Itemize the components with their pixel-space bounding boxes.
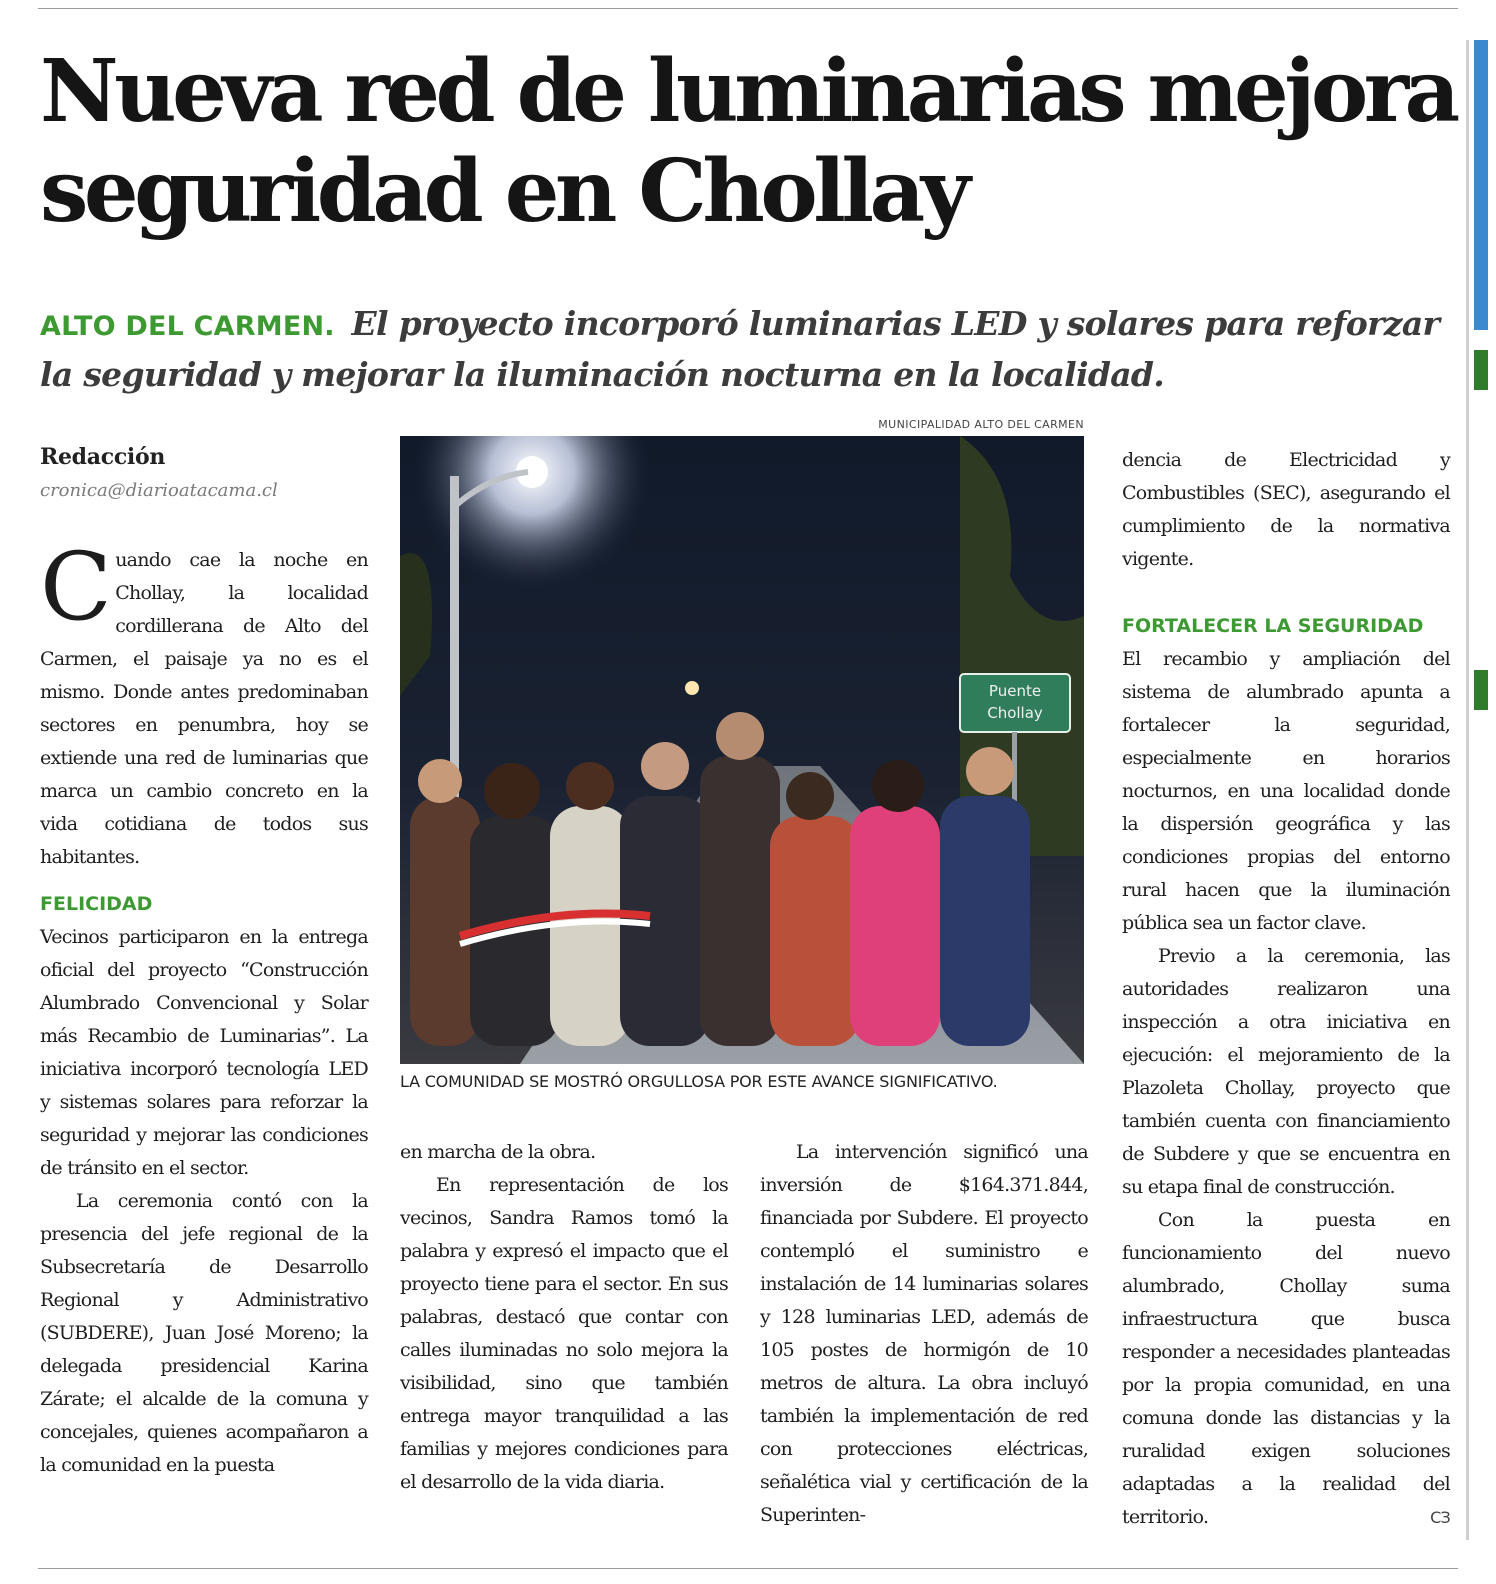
deck-text: El proyecto incorporó luminarias LED y solares para reforzar la seguridad y mejorar la iluminación nocturna en la localidad. — [40, 304, 1440, 394]
headline-line-1: Nueva red de luminarias mejora — [40, 41, 1456, 142]
end-mark: CЗ — [1430, 1508, 1450, 1527]
lead-paragraph — [40, 533, 368, 874]
distant-light — [685, 681, 699, 695]
paragraph-recambio: El recambio y ampliación del sistema de alumbrado apunta a fortalecer la seguridad, especialmente en horarios nocturnos, en una localidad donde la dispersión geográfica y las condiciones propias del entorno rural hacen que la iluminación pública sea un factor clave. — [1122, 648, 1450, 934]
article-photo — [400, 436, 1084, 1064]
sign-text-line-1: Puente — [988, 682, 1042, 700]
photo-credit: MUNICIPALIDAD ALTO DEL CARMEN — [878, 418, 1084, 431]
column-4 — [1122, 444, 1450, 1534]
subhead-felicidad: FELICIDAD — [40, 893, 153, 915]
column-2 — [400, 1136, 728, 1499]
bottom-rule — [38, 1568, 1458, 1569]
photo-caption: LA COMUNIDAD SE MOSTRÓ ORGULLOSA POR ESTE AVANCE SIGNIFICATIVO. — [400, 1072, 998, 1091]
continuation-text-col4: dencia de Electricidad y Combustibles (SEC), asegurando el cumplimiento de la normativa vigente. — [1122, 449, 1450, 570]
final-text: Con la puesta en funcionamiento del nuevo alumbrado, Chollay suma infraestructura que busca responder a necesidades planteadas por la propia comunidad, en una comuna donde las distancias y la ruralidad exigen soluciones adaptadas a la realidad del territorio. — [1122, 1209, 1450, 1528]
author-email: cronica@diarioatacama.cl — [40, 480, 278, 501]
top-rule — [38, 8, 1458, 9]
paragraph-felicidad: Vecinos participaron en la entrega oficial del proyecto “Construcción Alumbrado Convencional y Solar más Recambio de Luminarias”. La iniciativa incorporó tecnología LED y sistemas solares para reforzar la seguridad y mejorar las condiciones de tránsito en el sector. — [40, 926, 368, 1179]
lead-text: uando cae la noche en Chollay, la localidad cordillerana de Alto del Carmen, el paisaje ya no es el mismo. Donde antes predominaban sectores en penumbra, hoy se extiende una red de luminarias que marca un cambio concreto en la vida cotidiana de todos sus habitantes. — [40, 549, 368, 868]
byline: Redacción — [40, 444, 166, 470]
headline — [40, 42, 1460, 242]
adjacent-page-color-strip — [1474, 350, 1488, 390]
headline-line-2: seguridad en Chollay — [40, 141, 967, 242]
sign-text-line-2: Chollay — [987, 704, 1043, 722]
community-night-photo — [400, 436, 1084, 1064]
deck-kicker: ALTO DEL CARMEN. — [40, 311, 335, 342]
paragraph-final — [1122, 1204, 1450, 1534]
continuation-text: en marcha de la obra. — [400, 1141, 596, 1163]
adjacent-page-color-strip — [1474, 40, 1488, 330]
deck — [40, 300, 1460, 399]
column-3 — [760, 1136, 1088, 1532]
subhead-fortalecer-la-seguridad: FORTALECER LA SEGURIDAD — [1122, 615, 1424, 637]
paragraph-ceremonia: La ceremonia contó con la presencia del jefe regional de la Subsecretaría de Desarrollo Regional y Administrativo (SUBDERE), Juan José Moreno; la delegada presidencial Karina Zárate; el alcalde de la comuna y concejales, quienes acompañaron a la comunidad en la puesta — [40, 1190, 368, 1476]
paragraph-sandra-ramos: En representación de los vecinos, Sandra Ramos tomó la palabra y expresó el impacto que el proyecto tiene para el sector. En sus palabras, destacó que contar con calles iluminadas no solo mejora la visibilidad, sino que también entrega mayor tranquilidad a las familias y mejores condiciones para el desarrollo de la vida diaria. — [400, 1174, 728, 1493]
adjacent-page-color-strip — [1474, 670, 1488, 710]
column-1 — [40, 533, 368, 1482]
page-gutter-edge — [1466, 40, 1469, 1540]
paragraph-previo: Previo a la ceremonia, las autoridades realizaron una inspección a otra iniciativa en ejecución: el mejoramiento de la Plazoleta Chollay, proyecto que también cuenta con financiamiento de Subdere y que se encuentra en su etapa final de construcción. — [1122, 945, 1450, 1198]
paragraph-inversion: La intervención significó una inversión de $164.371.844, financiada por Subdere. El proyecto contempló el suministro e instalación de 14 luminarias solares y 128 luminarias LED, además de 105 postes de hormigón de 10 metros de altura. La obra incluyó también la implementación de red con protecciones eléctricas, señalética vial y certificación de la Superinten- — [760, 1141, 1088, 1526]
drop-cap: C — [40, 533, 112, 642]
